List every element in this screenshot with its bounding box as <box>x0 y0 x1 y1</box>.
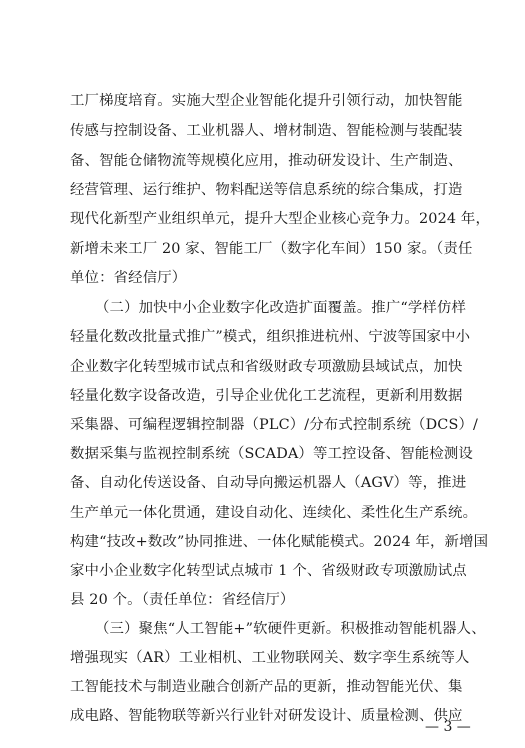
text-line: 工厂梯度培育。实施大型企业智能化提升引领行动，加快智能 <box>70 93 463 109</box>
text-line: 增强现实（AR）工业相机、工业物联网关、数字孪生系统等人 <box>70 650 470 666</box>
text-line: 轻量化数改批量式推广”模式，组织推进杭州、宁波等国家中小 <box>70 329 471 345</box>
text-line: 现代化新型产业组织单元，提升大型企业核心竞争力。2024 年， <box>70 211 491 227</box>
text-line: 企业数字化转型城市试点和省级财政专项激励县域试点，加快 <box>70 359 463 375</box>
section-heading-line: （三）聚焦“人工智能+”软硬件更新。积极推动智能机器人、 <box>95 621 486 637</box>
text-line: 经营管理、运行维护、物料配送等信息系统的综合集成，打造 <box>70 182 463 198</box>
text-line: 家中小企业数字化转型试点城市 1 个、省级财政专项激励试点 <box>70 563 467 579</box>
text-line: 生产单元一体化贯通，建设自动化、连续化、柔性化生产系统。 <box>70 505 478 521</box>
text-line: 采集器、可编程逻辑控制器（PLC）/分布式控制系统（DCS）/ <box>70 417 478 433</box>
text-line: 数据采集与监视控制系统（SCADA）等工控设备、智能检测设 <box>70 446 473 462</box>
text-line: 县 20 个。（责任单位：省经信厅） <box>70 592 295 608</box>
text-line: 备、自动化传送设备、自动导向搬运机器人（AGV）等，推进 <box>70 475 467 491</box>
text-line: 备、智能仓储物流等规模化应用，推动研发设计、生产制造、 <box>70 153 463 169</box>
text-line: 传感与控制设备、工业机器人、增材制造、智能检测与装配装 <box>70 123 463 139</box>
text-line: 新增未来工厂 20 家、智能工厂（数字化车间）150 家。（责任 <box>70 241 473 257</box>
text-line: 单位：省经信厅） <box>70 270 187 286</box>
text-line: 构建“技改+数改”协同推进、一体化赋能模式。2024 年，新增国 <box>70 534 489 550</box>
text-line: 工智能技术与制造业融合创新产品的更新，推动智能光伏、集 <box>70 679 463 695</box>
section-heading-line: （二）加快中小企业数字化改造扩面覆盖。推广“学样仿样 <box>95 300 467 316</box>
text-line: 轻量化数字设备改造，引导企业优化工艺流程，更新利用数据 <box>70 388 463 404</box>
text-line: 成电路、智能物联等新兴行业针对研发设计、质量检测、供应 <box>70 708 463 724</box>
page-number: — 3 — <box>425 719 471 735</box>
